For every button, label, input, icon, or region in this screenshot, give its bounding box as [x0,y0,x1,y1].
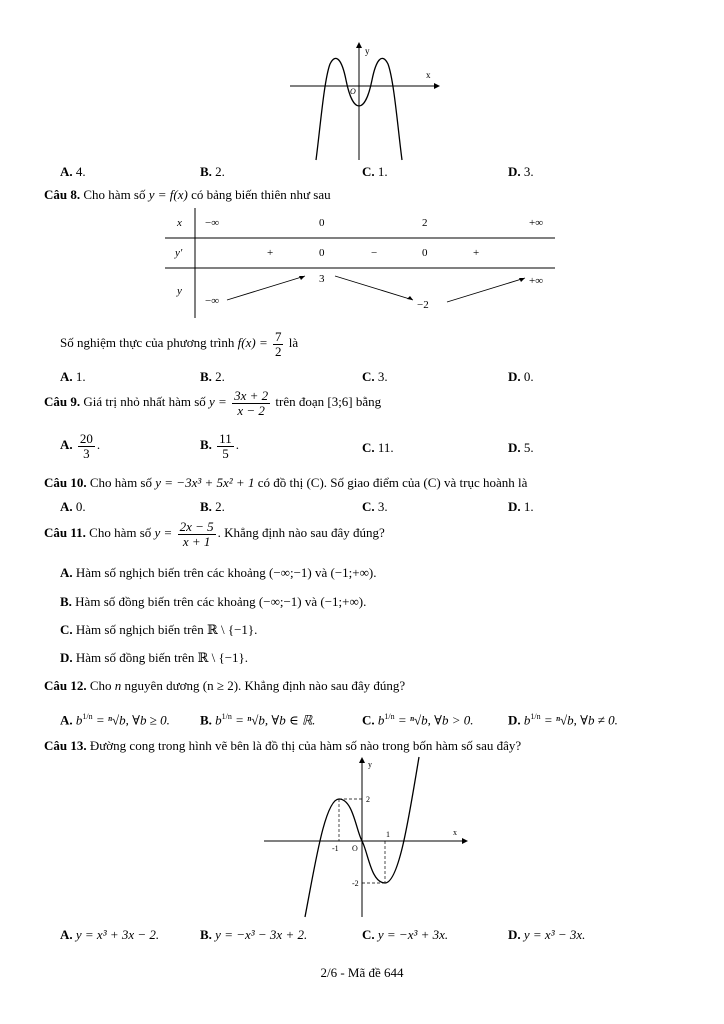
y-axis-label: y [365,46,370,56]
option-letter: C. [60,622,73,637]
q12-option-b[interactable] [200,712,315,728]
option-letter: A. [60,437,73,453]
q7-option-a[interactable] [60,164,86,180]
y-axis-arrow [356,42,362,48]
option-letter: D. [60,650,73,665]
fraction-numerator: 7 [274,329,282,344]
fraction-numerator: 3x + 2 [234,388,269,403]
option-letter: B. [200,712,212,728]
option-text: Hàm số nghịch biến trên ℝ \ {−1}. [75,622,258,637]
option-base: b [523,712,531,728]
option-text: 2. [215,499,225,514]
equation-lhs: f(x) = [237,335,268,351]
q10-option-c[interactable] [362,499,388,515]
option-letter: B. [200,437,212,453]
fraction-numerator: 20 [79,431,93,446]
option-letter: C. [362,164,375,179]
row-y-header: y [177,285,182,297]
option-letter: A. [60,712,73,728]
option-exponent: 1/n [384,712,395,721]
q9-option-b[interactable] [200,432,239,460]
option-text: 4. [75,164,86,179]
x-neg-inf: −∞ [205,217,220,229]
question-text-2: nguyên dương (n ≥ 2). Khẳng định nào sau đây đúng? [124,678,406,693]
fraction-numerator: 11 [219,431,232,446]
option-letter: B. [200,499,212,514]
question-text: Cho hàm số [89,525,152,541]
fraction-numerator: 2x − 5 [179,519,214,534]
option-letter: A. [60,499,73,514]
q13-stem [44,738,521,754]
fraction-denominator: 2 [274,343,282,359]
page-footer: 2/6 - Mã đề 644 [320,965,404,980]
function-expr: y = f(x) [148,187,188,202]
option-base: b [377,712,385,728]
question-text: Đường cong trong hình vẽ bên là đồ thị của hàm số nào trong bốn hàm số sau đây? [89,738,522,753]
q9-option-d[interactable] [508,440,534,456]
option-letter: C. [362,499,375,514]
x-axis-label: x [426,70,431,80]
question-text-2: trên đoạn [275,394,325,410]
question-label: Câu 11. [44,525,86,541]
option-exponent: 1/n [82,712,93,721]
origin-label: O [350,87,356,96]
question-text-2: . Khẳng định nào sau đây đúng? [217,525,385,541]
fraction-denominator: x + 1 [182,533,211,549]
variation-table [165,208,557,320]
option-letter: C. [362,369,375,384]
x-pos-inf: +∞ [529,217,544,229]
q10-option-b[interactable] [200,499,225,515]
option-text: 5. [523,440,534,455]
option-rest: = ⁿ√b, ∀b ≥ 0. [95,712,170,728]
q9-option-a[interactable] [60,432,100,460]
option-letter: B. [200,164,212,179]
x-two: 2 [422,217,428,229]
question-text-2: có đồ thị (C). Số giao điểm của (C) và trục hoành là [257,475,528,490]
arrow-up-2 [447,278,525,302]
q10-option-d[interactable] [508,499,534,515]
question-label: Câu 9. [44,394,81,410]
q7-option-d[interactable] [508,164,534,180]
question-text: Cho hàm số [83,187,146,202]
y-neg-inf: −∞ [205,295,220,307]
question-text: Cho hàm số [89,475,152,490]
cubic-graph [260,755,470,920]
option-letter: D. [508,369,521,384]
option-text: 1. [523,499,534,514]
q13-option-c[interactable] [362,927,448,943]
option-text: Hàm số đồng biến trên các khoảng (−∞;−1) và (−1;+∞). [75,594,367,609]
option-text: y = x³ + 3x − 2. [75,927,160,942]
q7-option-c[interactable] [362,164,388,180]
option-letter: A. [60,927,73,942]
q9-option-c[interactable] [362,440,394,456]
option-text: 0. [75,499,86,514]
arrow-down [335,276,413,300]
q11-option-a[interactable] [60,565,376,581]
option-letter: D. [508,499,521,514]
yp-zero-1: 0 [319,247,325,259]
option-text: y = x³ − 3x. [523,927,586,942]
y-max-3: 3 [319,273,325,285]
option-rest: = ⁿ√b, ∀b ∈ ℝ. [235,712,316,728]
option-letter: D. [508,164,521,179]
variable-n: n [114,678,122,693]
x-axis-arrow [462,838,468,844]
option-fraction [217,432,234,460]
q11-option-c[interactable] [60,622,257,638]
q11-option-b[interactable] [60,594,366,610]
q8-stem [44,187,331,203]
option-letter: D. [508,712,521,728]
q12-stem [44,678,405,694]
tick-label-neg2: -2 [352,879,359,888]
option-letter: A. [60,565,73,580]
option-letter: D. [508,927,521,942]
arrow-up-1 [227,276,305,300]
q8-option-d[interactable] [508,369,534,385]
fraction-denominator: 5 [222,445,229,461]
function-expr: y = −3x³ + 5x² + 1 [155,475,255,490]
question-label: Câu 10. [44,475,87,490]
option-text: y = −x³ + 3x. [377,927,449,942]
option-letter: C. [362,927,375,942]
option-text: 2. [215,164,225,179]
q13-option-d[interactable] [508,927,585,943]
y-min-neg2: −2 [417,299,429,311]
option-text: 2. [215,369,225,384]
option-text: 11. [377,440,394,455]
q7-option-b[interactable] [200,164,225,180]
option-letter: C. [362,712,375,728]
option-base: b [75,712,83,728]
tick-label-1: 1 [386,830,390,839]
option-letter: D. [508,440,521,455]
option-tail: . [235,437,239,453]
x-zero: 0 [319,217,325,229]
option-text: 3. [523,164,534,179]
option-text: 1. [75,369,86,384]
q10-option-a[interactable] [60,499,86,515]
q12-option-c[interactable] [362,712,474,728]
option-fraction [78,432,95,460]
x-axis-arrow [434,83,440,89]
question-text-3: bằng [355,394,382,410]
option-text: 1. [377,164,388,179]
origin-label: O [352,844,358,853]
tick-label-neg1: -1 [332,844,339,853]
question-text: Cho [89,678,112,693]
y-axis-arrow [359,757,365,763]
function-lhs: y = [154,525,173,541]
option-tail: . [96,437,101,453]
q11-stem [44,520,385,548]
yp-plus-1: + [267,247,274,259]
fraction-denominator: 3 [83,445,90,461]
option-exponent: 1/n [530,712,541,721]
option-text: 3. [377,499,388,514]
q8-option-b[interactable] [200,369,225,385]
fraction-denominator: x − 2 [237,402,265,418]
option-text: 3. [377,369,388,384]
q12-option-a[interactable] [60,712,170,728]
interval: [3;6] [327,394,353,410]
question-label: Câu 13. [44,738,87,753]
q12-option-d[interactable] [508,712,618,728]
q13-option-b[interactable] [200,927,307,943]
function-lhs: y = [209,394,227,410]
question-text-2: có bảng biến thiên như sau [191,187,331,202]
row-yp-header: y′ [175,247,183,259]
option-text: Hàm số đồng biến trên ℝ \ {−1}. [75,650,249,665]
function-fraction [232,389,270,417]
tick-label-2: 2 [366,795,370,804]
option-rest: = ⁿ√b, ∀b ≠ 0. [543,712,618,728]
option-rest: = ⁿ√b, ∀b > 0. [397,712,474,728]
option-exponent: 1/n [221,712,232,721]
row-x-header: x [177,217,182,229]
option-base: b [215,712,222,728]
question-label: Câu 12. [44,678,87,693]
option-letter: A. [60,164,73,179]
option-letter: B. [200,369,212,384]
option-letter: B. [60,594,72,609]
q10-stem [44,475,527,491]
q11-option-d[interactable] [60,650,248,666]
question-label: Câu 8. [44,187,81,202]
equation-text: Số nghiệm thực của phương trình [60,335,235,351]
y-pos-inf: +∞ [529,275,544,287]
equation-tail: là [288,335,299,351]
option-letter: C. [362,440,375,455]
q8-option-c[interactable] [362,369,388,385]
x-axis-label: x [453,828,457,837]
question-text: Giá trị nhỏ nhất hàm số [83,394,206,410]
equation-fraction [273,330,284,358]
option-letter: A. [60,369,73,384]
q8-equation [60,330,298,358]
option-letter: B. [200,927,212,942]
yp-zero-2: 0 [422,247,428,259]
yp-plus-2: + [473,247,480,259]
option-text: y = −x³ − 3x + 2. [215,927,308,942]
quartic-graph [280,40,440,162]
option-text: 0. [523,369,534,384]
q8-option-a[interactable] [60,369,86,385]
y-axis-label: y [368,760,372,769]
option-text: Hàm số nghịch biến trên các khoảng (−∞;−1) và (−1;+∞). [75,565,377,580]
q9-stem [44,389,381,417]
yp-minus: − [371,247,378,259]
q13-option-a[interactable] [60,927,159,943]
function-fraction [178,520,216,548]
